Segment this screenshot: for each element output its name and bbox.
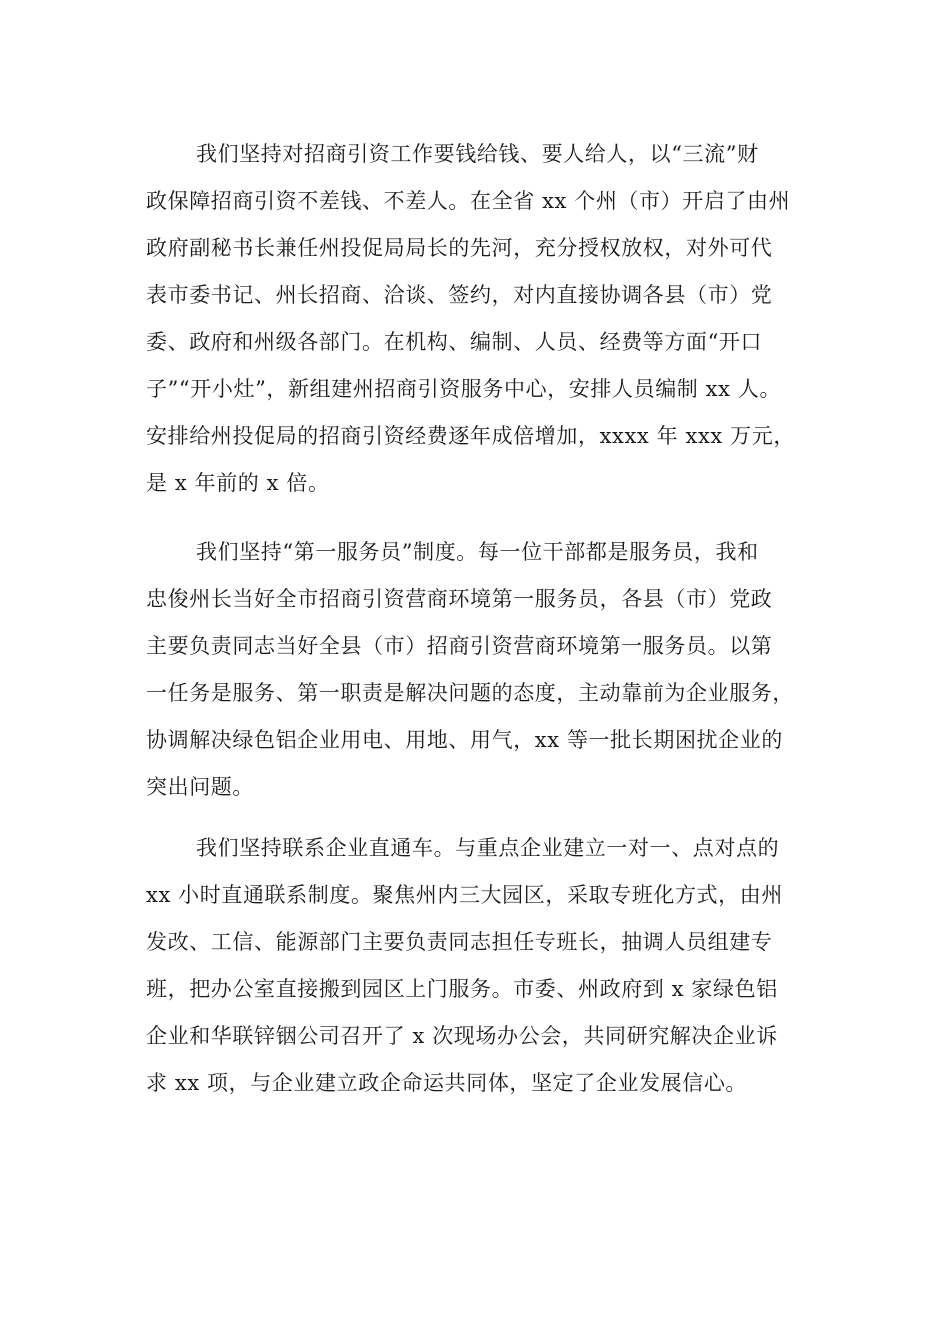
text-line: 忠俊州长当好全市招商引资营商环境第一服务员，各县（市）党政 (146, 587, 773, 611)
text-line: 安排给州投促局的招商引资经费逐年成倍增加，xxxx 年 xxx 万元， (146, 424, 795, 448)
text-line: 我们坚持“第一服务员”制度。每一位干部都是服务员，我和 (196, 540, 759, 564)
text-line: 突出问题。 (146, 775, 254, 799)
text-line: 企业和华联锌铟公司召开了 x 次现场办公会，共同研究解决企业诉 (146, 1024, 778, 1048)
text-line: 求 xx 项，与企业建立政企命运共同体，坚定了企业发展信心。 (146, 1071, 748, 1095)
text-line: 政保障招商引资不差钱、不差人。在全省 xx 个州（市）开启了由州 (146, 189, 791, 213)
text-line: 主要负责同志当好全县（市）招商引资营商环境第一服务员。以第 (146, 634, 773, 658)
text-line: 子”“开小灶”，新组建州招商引资服务中心，安排人员编制 xx 人。 (146, 377, 782, 401)
text-line: 我们坚持联系企业直通车。与重点企业建立一对一、点对点的 (196, 836, 780, 860)
text-line: 协调解决绿色铝企业用电、用地、用气，xx 等一批长期困扰企业的 (146, 728, 783, 752)
text-line: 我们坚持对招商引资工作要钱给钱、要人给人，以“三流”财 (196, 142, 759, 166)
text-line: 一任务是服务、第一职责是解决问题的态度，主动靠前为企业服务， (146, 681, 794, 705)
text-line: 政府副秘书长兼任州投促局局长的先河，充分授权放权，对外可代 (146, 236, 773, 260)
text-line: xx 小时直通联系制度。聚焦州内三大园区，采取专班化方式，由州 (146, 883, 783, 907)
text-line: 表市委书记、州长招商、洽谈、签约，对内直接协调各县（市）党 (146, 283, 773, 307)
text-line: 发改、工信、能源部门主要负责同志担任专班长，抽调人员组建专 (146, 930, 773, 954)
text-line: 班，把办公室直接搬到园区上门服务。市委、州政府到 x 家绿色铝 (146, 977, 778, 1001)
text-line: 委、政府和州级各部门。在机构、编制、人员、经费等方面“开口 (146, 330, 763, 354)
text-line: 是 x 年前的 x 倍。 (146, 471, 330, 495)
